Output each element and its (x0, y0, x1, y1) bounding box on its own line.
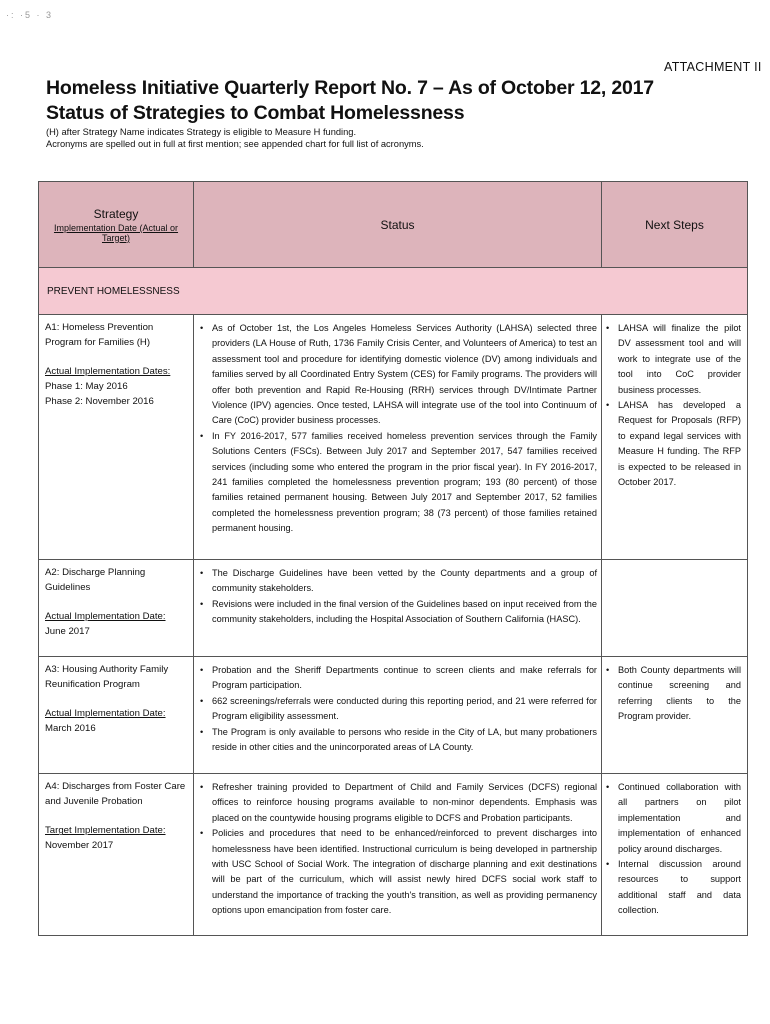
strategy-name: A4: Discharges from Foster Care and Juvenile Probation (45, 781, 186, 807)
next-steps-header-label: Next Steps (645, 217, 704, 232)
status-bullet: • The Discharge Guidelines have been vetted by the County departments and a group of community stakeholders. (200, 566, 597, 597)
implementation-date-value: March 2016 (45, 723, 96, 735)
table-header (39, 182, 747, 268)
next-steps-column-header (602, 182, 747, 267)
status-bullet: • In FY 2016-2017, 577 families received homeless prevention services through the Family Solutions Centers (FSCs). Between July 2017 and September 2017, 547 families received services (including some who entered the program in the prior fiscal year). In FY 2016-2017, 241 families completed the homelessness prevention program; 193 (80 percent) of those families retained permanent housing. Between July 2017 and September 2017, 52 families completed the homelessness prevention program; 38 (73 percent) of those families retained permanent housing. (200, 429, 597, 537)
attachment-label: ATTACHMENT II (664, 60, 762, 74)
status-bullet: • The Program is only available to persons who reside in the City of LA, but many probationers reside in other cities and the unincorporated areas of LA County. (200, 725, 597, 756)
implementation-date-value: November 2017 (45, 840, 114, 852)
status-bullet: • Policies and procedures that need to be enhanced/reinforced to prevent discharges into homelessness have been identified. Instructional curriculum is being developed in partnership with USC School of Social Work. The integration of discharge planning and exit destinations will be part of the curriculum, which will assist newly hired DCFS social work staff to understand the importance of tracking the youth's transition, as well as providing permanency options upon emancipation from foster care. (200, 826, 597, 918)
table-row (39, 560, 747, 657)
status-column-header (194, 182, 602, 267)
implementation-date-value: Phase 1: May 2016 (45, 381, 128, 393)
implementation-date-label: Actual Implementation Date: (45, 611, 166, 623)
strategy-cell (39, 657, 194, 773)
scan-artifact: ·: ·5 · 3 (6, 10, 54, 20)
implementation-date-value: Phase 2: November 2016 (45, 395, 154, 407)
status-bullet: • Probation and the Sheriff Departments continue to screen clients and make referrals for Program participation. (200, 663, 597, 694)
status-bullet: • Revisions were included in the final version of the Guidelines based on input received from the community stakeholders, including the Hospital Association of Southern California (HASC). (200, 597, 597, 628)
strategy-cell (39, 315, 194, 559)
next-step-bullet: • Both County departments will continue screening and referring clients to the Program provider. (606, 663, 741, 725)
status-cell (194, 774, 602, 935)
status-bullet: • 662 screenings/referrals were conducted during this reporting period, and 21 were referred for Program eligibility assessment. (200, 694, 597, 725)
table-row (39, 774, 747, 936)
status-cell (194, 560, 602, 656)
next-step-bullet: • LAHSA will finalize the pilot DV assessment tool and will work to integrate use of the tool into CoC provider business processes. (606, 321, 741, 398)
status-bullet: • Refresher training provided to Department of Child and Family Services (DCFS) regional offices to reinforce housing programs available to non-minor dependents. Emphasis was placed on the countywide housing programs eligible to DCFS and Probation participants. (200, 780, 597, 826)
next-step-bullet: • Internal discussion around resources to support additional staff and data collection. (606, 857, 741, 919)
implementation-date-label: Actual Implementation Dates: (45, 366, 171, 378)
report-title: Homeless Initiative Quarterly Report No. 7 – As of October 12, 2017 (46, 77, 654, 99)
status-cell (194, 657, 602, 773)
strategy-cell (39, 774, 194, 935)
status-bullet: • As of October 1st, the Los Angeles Homeless Services Authority (LAHSA) selected three providers (LA House of Ruth, 1736 Family Crisis Center, and Volunteers of America) to test an assessment tool and procedure for identifying domestic violence (DV) among individuals and families served by all Coordinated Entry System (CES) for Family programs. The providers will offer both prevention and Rapid Re-Housing (RRH) services through DV/Intimate Partner Violence (IPV) agencies. Once tested, LAHSA will integrate use of the tool into Continuum of Care (CoC) provider business processes. (200, 321, 597, 429)
report-subtitle: Status of Strategies to Combat Homelessness (46, 102, 465, 124)
measure-h-note: (H) after Strategy Name indicates Strategy is eligible to Measure H funding. (46, 127, 357, 137)
next-steps-cell (602, 315, 747, 559)
next-steps-cell (602, 560, 747, 656)
implementation-date-label: Actual Implementation Date: (45, 708, 166, 720)
strategy-cell (39, 560, 194, 656)
acronym-note: Acronyms are spelled out in full at first mention; see appended chart for full list of acronyms. (46, 139, 424, 149)
section-header: PREVENT HOMELESSNESS (39, 268, 747, 315)
strategy-name: A3: Housing Authority Family Reunification Program (45, 664, 169, 690)
next-step-bullet: • LAHSA has developed a Request for Proposals (RFP) to expand legal services with Measure H funding. The RFP is expected to be released in October 2017. (606, 398, 741, 490)
implementation-date-header-label: Implementation Date (Actual or Target) (53, 222, 179, 243)
table-row (39, 315, 747, 560)
report-header (46, 76, 736, 150)
status-header-label: Status (380, 217, 415, 232)
implementation-date-label: Target Implementation Date: (45, 825, 166, 837)
strategy-name: A1: Homeless Prevention Program for Families (H) (45, 322, 154, 348)
next-steps-cell (602, 774, 747, 935)
strategy-column-header (39, 182, 194, 267)
strategy-name: A2: Discharge Planning Guidelines (45, 567, 146, 593)
strategies-table (38, 181, 748, 936)
implementation-date-value: June 2017 (45, 626, 90, 638)
strategy-header-label: Strategy (93, 206, 139, 221)
status-cell (194, 315, 602, 559)
next-steps-cell (602, 657, 747, 773)
next-step-bullet: • Continued collaboration with all partners on pilot implementation and implementation of enhanced policy around discharges. (606, 780, 741, 857)
table-row (39, 657, 747, 774)
